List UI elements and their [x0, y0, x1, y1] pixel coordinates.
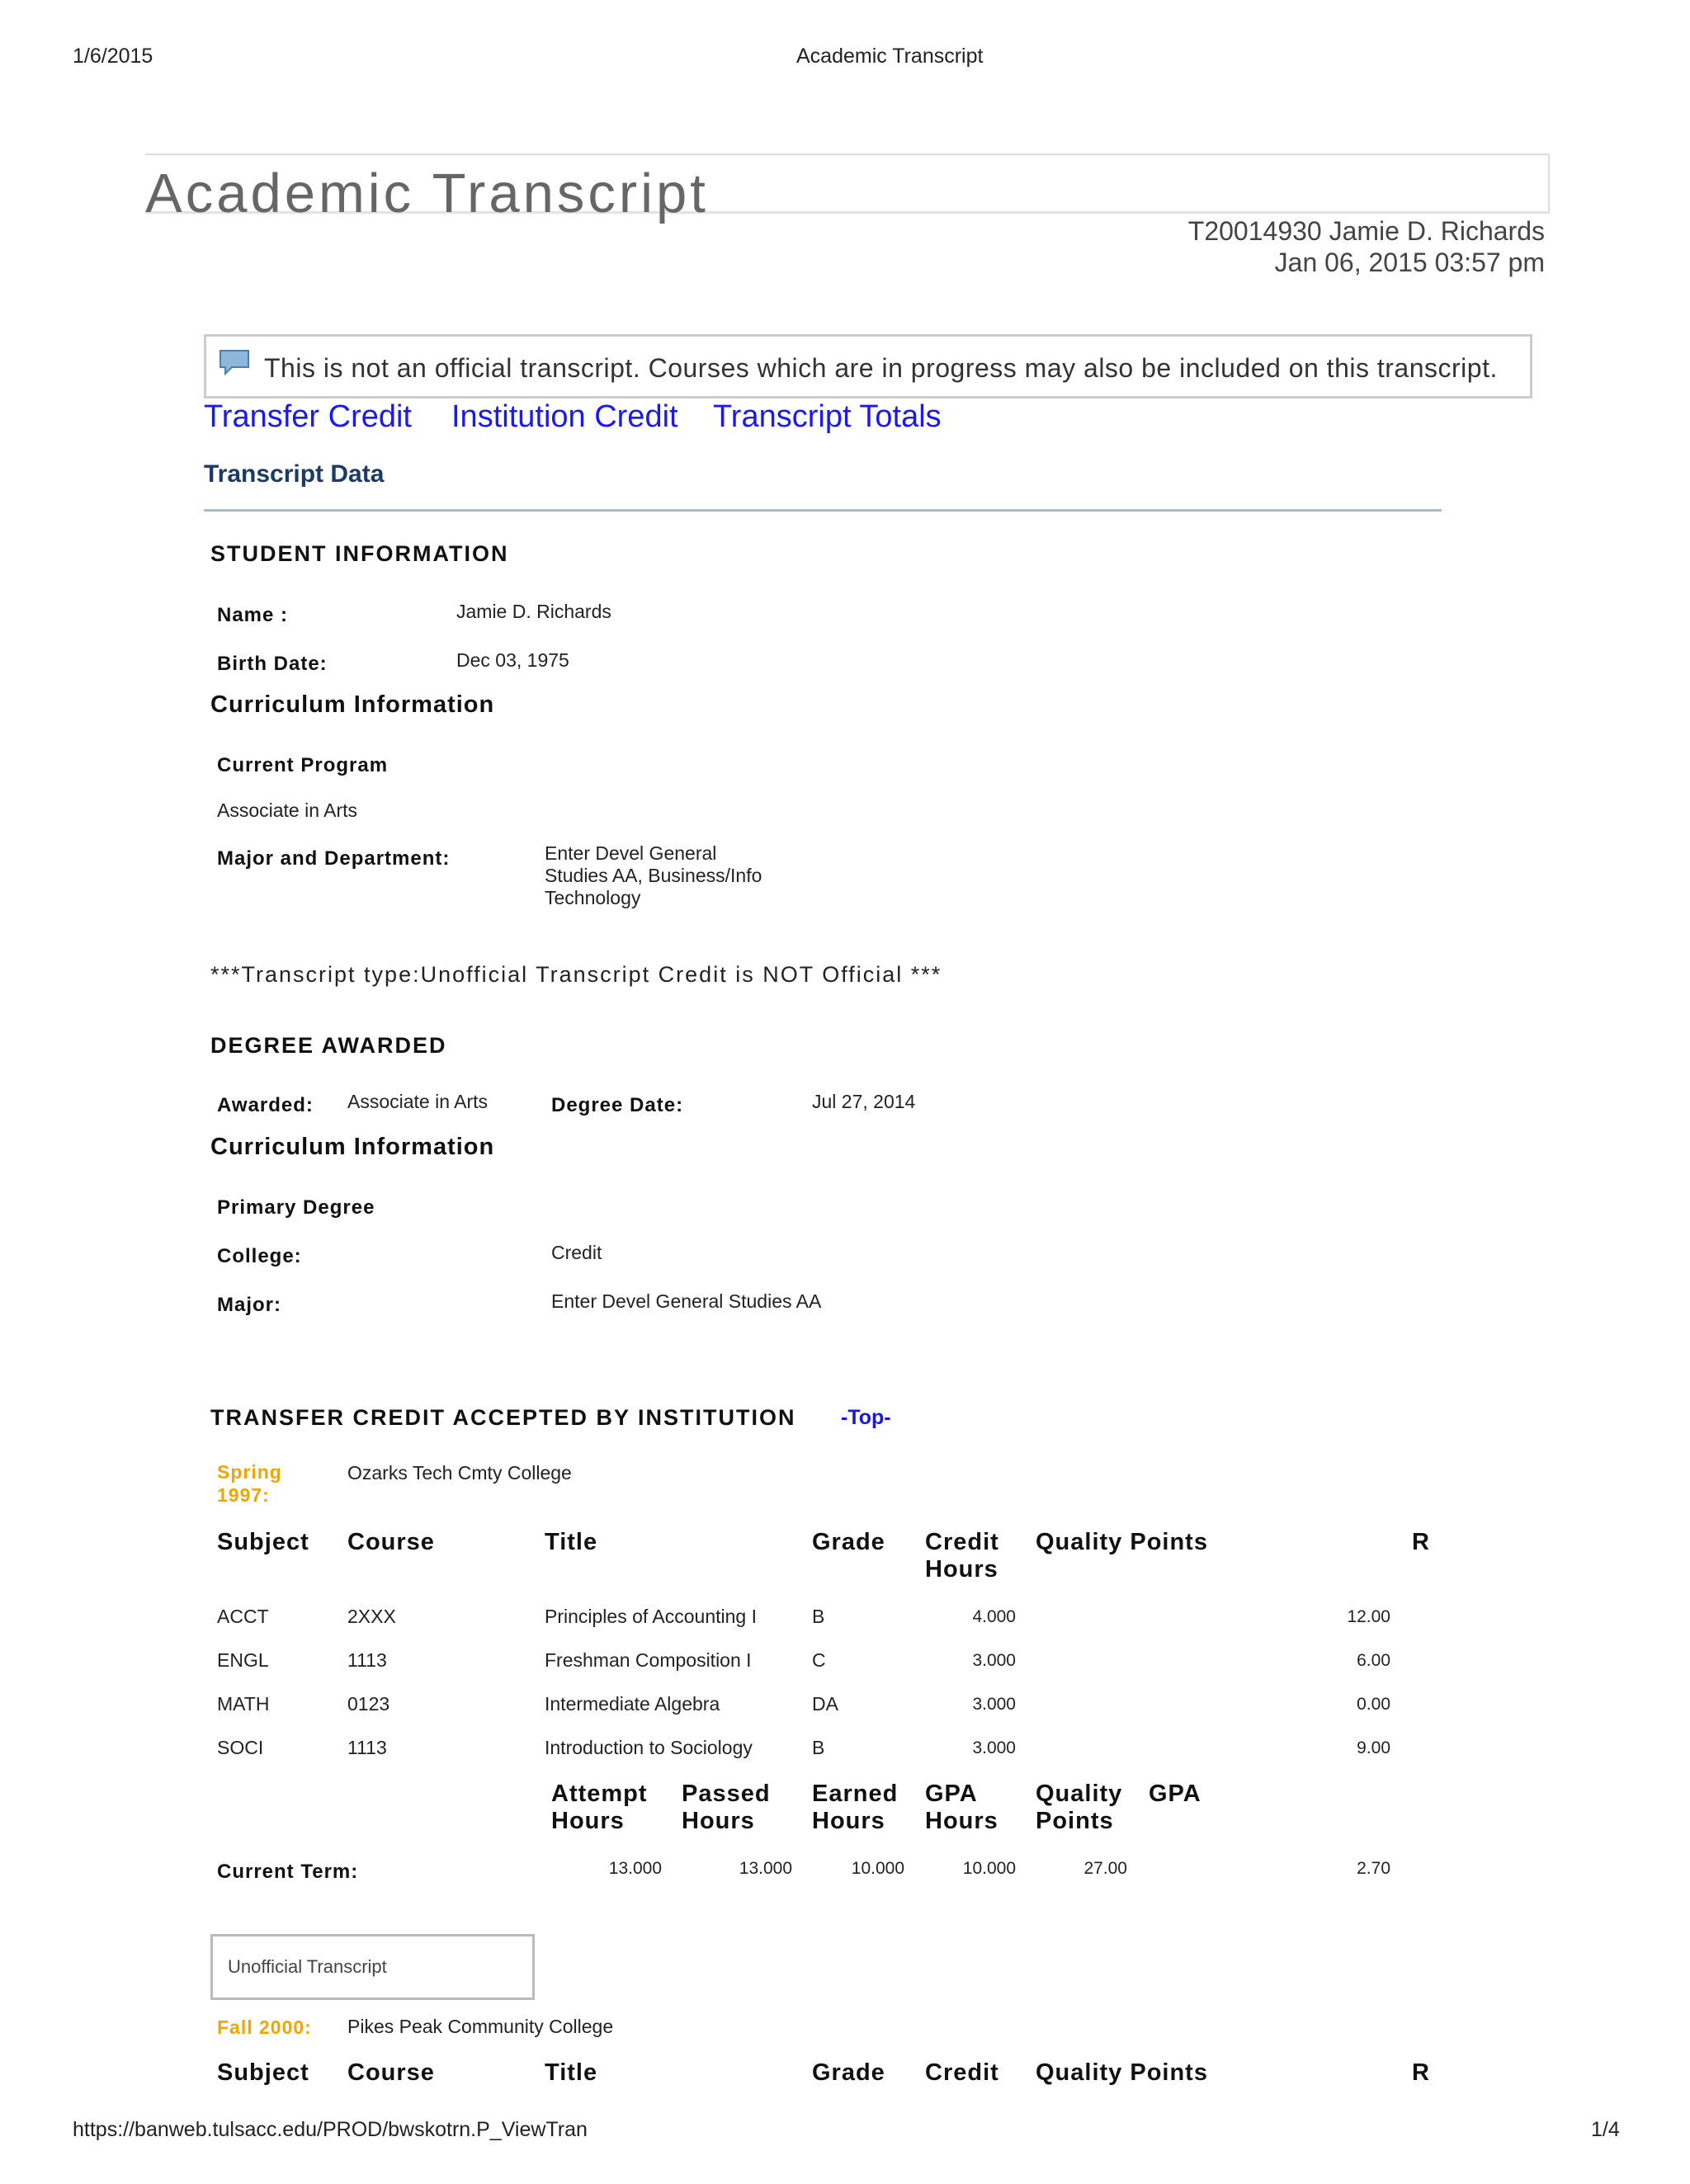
transfer-credit-heading: TRANSFER CREDIT ACCEPTED BY INSTITUTION [210, 1405, 796, 1430]
page-title: Academic Transcript [145, 163, 709, 224]
col-attempt-hours [551, 1781, 648, 1835]
institution-credit-link[interactable]: Institution Credit [451, 399, 678, 434]
timestamp: Jan 06, 2015 03:57 pm [1274, 248, 1545, 277]
col-gpa-hours-line1: GPA [925, 1781, 978, 1807]
footer-url: https://banweb.tulsacc.edu/PROD/bwskotrn.P_ViewTran [73, 2118, 588, 2141]
row-grade: C [812, 1649, 826, 1671]
row-credit: 4.000 [972, 1607, 1016, 1626]
col-earned-line1: Earned [812, 1781, 899, 1807]
transcript-type: ***Transcript type:Unofficial Transcript Credit is NOT Official *** [210, 962, 942, 987]
term-year: 1997: [217, 1484, 270, 1506]
col-gpa-hours-line2: Hours [925, 1808, 998, 1834]
col-gpa-hours [925, 1781, 998, 1835]
school-name: Ozarks Tech Cmty College [347, 1462, 572, 1484]
col-attempt-line1: Attempt [551, 1781, 648, 1807]
row-credit: 3.000 [972, 1651, 1016, 1670]
col-quality-line1: Quality [1036, 1781, 1123, 1807]
student-id-line: T20014930 Jamie D. Richards [1187, 216, 1545, 246]
student-name: Jamie D. Richards [456, 601, 611, 622]
print-title: Academic Transcript [796, 45, 984, 68]
college-value: Credit [551, 1242, 602, 1263]
row-grade: DA [812, 1693, 838, 1715]
row-quality-points: 9.00 [1357, 1738, 1390, 1757]
col-credit-line2: Hours [925, 1556, 998, 1583]
degree-date-label: Degree Date: [551, 1094, 684, 1116]
col-credit-line1: Credit [925, 1529, 999, 1555]
col-grade-2: Grade [812, 2059, 885, 2086]
col-passed-line2: Hours [682, 1808, 755, 1834]
row-grade: B [812, 1737, 825, 1758]
term-label [217, 1460, 282, 1507]
section-title: Transcript Data [204, 460, 385, 488]
current-term-quality-points: 27.00 [1083, 1859, 1127, 1878]
col-subject-2: Subject [217, 2059, 309, 2086]
primary-degree-label: Primary Degree [217, 1196, 375, 1219]
awarded-label: Awarded: [217, 1094, 314, 1116]
row-title: Intermediate Algebra [545, 1693, 720, 1715]
row-course: 1113 [347, 1649, 387, 1671]
row-course: 0123 [347, 1693, 390, 1715]
col-r: R [1412, 1529, 1430, 1555]
badge-text: Unofficial Transcript [228, 1956, 387, 1977]
row-title: Principles of Accounting I [545, 1606, 757, 1627]
current-program: Associate in Arts [217, 800, 358, 821]
transcript-totals-link[interactable]: Transcript Totals [713, 399, 942, 434]
college-label: College: [217, 1245, 302, 1267]
speech-bubble-icon [218, 348, 251, 382]
row-title: Introduction to Sociology [545, 1737, 753, 1758]
row-subject: ACCT [217, 1606, 269, 1627]
col-title-2: Title [545, 2059, 598, 2086]
curriculum-heading: Curriculum Information [210, 691, 495, 718]
row-subject: MATH [217, 1693, 270, 1715]
term-season: Spring [217, 1461, 282, 1483]
row-quality-points: 6.00 [1357, 1651, 1390, 1670]
school-name-2: Pikes Peak Community College [347, 2016, 614, 2037]
awarded-degree: Associate in Arts [347, 1091, 489, 1112]
birth-date: Dec 03, 1975 [456, 649, 569, 671]
unofficial-transcript-badge [210, 1934, 535, 2000]
info-notice [204, 334, 1532, 399]
current-term-passed: 13.000 [739, 1859, 792, 1878]
term-label-2: Fall 2000: [217, 2017, 312, 2038]
col-credit-2: Credit [925, 2059, 999, 2086]
divider [204, 509, 1442, 512]
page-number: 1/4 [1591, 2118, 1620, 2141]
col-course-2: Course [347, 2059, 435, 2086]
print-date: 1/6/2015 [73, 45, 153, 68]
col-passed-line1: Passed [682, 1781, 771, 1807]
col-earned-line2: Hours [812, 1808, 885, 1834]
row-course: 2XXX [347, 1606, 396, 1627]
col-subject: Subject [217, 1529, 309, 1555]
col-quality-line2: Points [1036, 1808, 1114, 1834]
col-title: Title [545, 1529, 598, 1555]
col-quality-points: Quality Points [1036, 1529, 1208, 1555]
col-credit-hours [925, 1529, 999, 1583]
current-term-label: Current Term: [217, 1861, 359, 1883]
birth-date-label: Birth Date: [217, 653, 328, 675]
major-label: Major: [217, 1294, 281, 1316]
row-subject: SOCI [217, 1737, 264, 1758]
student-info-heading: STUDENT INFORMATION [210, 541, 509, 566]
col-course: Course [347, 1529, 435, 1555]
col-gpa: GPA [1149, 1781, 1201, 1807]
major-department-label: Major and Department: [217, 847, 451, 870]
col-grade: Grade [812, 1529, 885, 1555]
current-term-earned: 10.000 [851, 1859, 904, 1878]
degree-heading: DEGREE AWARDED [210, 1033, 447, 1058]
major-value: Enter Devel General Studies AA [551, 1290, 822, 1312]
row-credit: 3.000 [972, 1738, 1016, 1757]
current-program-label: Current Program [217, 754, 389, 776]
major-department: Enter Devel General Studies AA, Business/Info Technology [545, 842, 762, 908]
row-quality-points: 0.00 [1357, 1695, 1390, 1714]
col-passed-hours [682, 1781, 771, 1835]
current-term-gpa: 2.70 [1357, 1859, 1390, 1878]
col-r-2: R [1412, 2059, 1430, 2086]
transfer-credit-link[interactable]: Transfer Credit [204, 399, 412, 434]
curriculum-heading-2: Curriculum Information [210, 1134, 495, 1160]
name-label: Name : [217, 604, 289, 626]
row-grade: B [812, 1606, 825, 1627]
top-link[interactable]: -Top- [841, 1406, 891, 1429]
col-quality-points-2: Quality Points [1036, 2059, 1208, 2086]
col-attempt-line2: Hours [551, 1808, 625, 1834]
row-quality-points: 12.00 [1347, 1607, 1390, 1626]
degree-date: Jul 27, 2014 [812, 1091, 916, 1112]
row-title: Freshman Composition I [545, 1649, 752, 1671]
col-earned-hours [812, 1781, 898, 1835]
col-quality-points-total [1036, 1781, 1122, 1835]
row-subject: ENGL [217, 1649, 269, 1671]
row-course: 1113 [347, 1737, 387, 1758]
notice-text: This is not an official transcript. Courses which are in progress may also be included on this transcript. [264, 353, 1498, 383]
current-term-gpa-hours: 10.000 [962, 1859, 1016, 1878]
row-credit: 3.000 [972, 1695, 1016, 1714]
current-term-attempt: 13.000 [608, 1859, 662, 1878]
